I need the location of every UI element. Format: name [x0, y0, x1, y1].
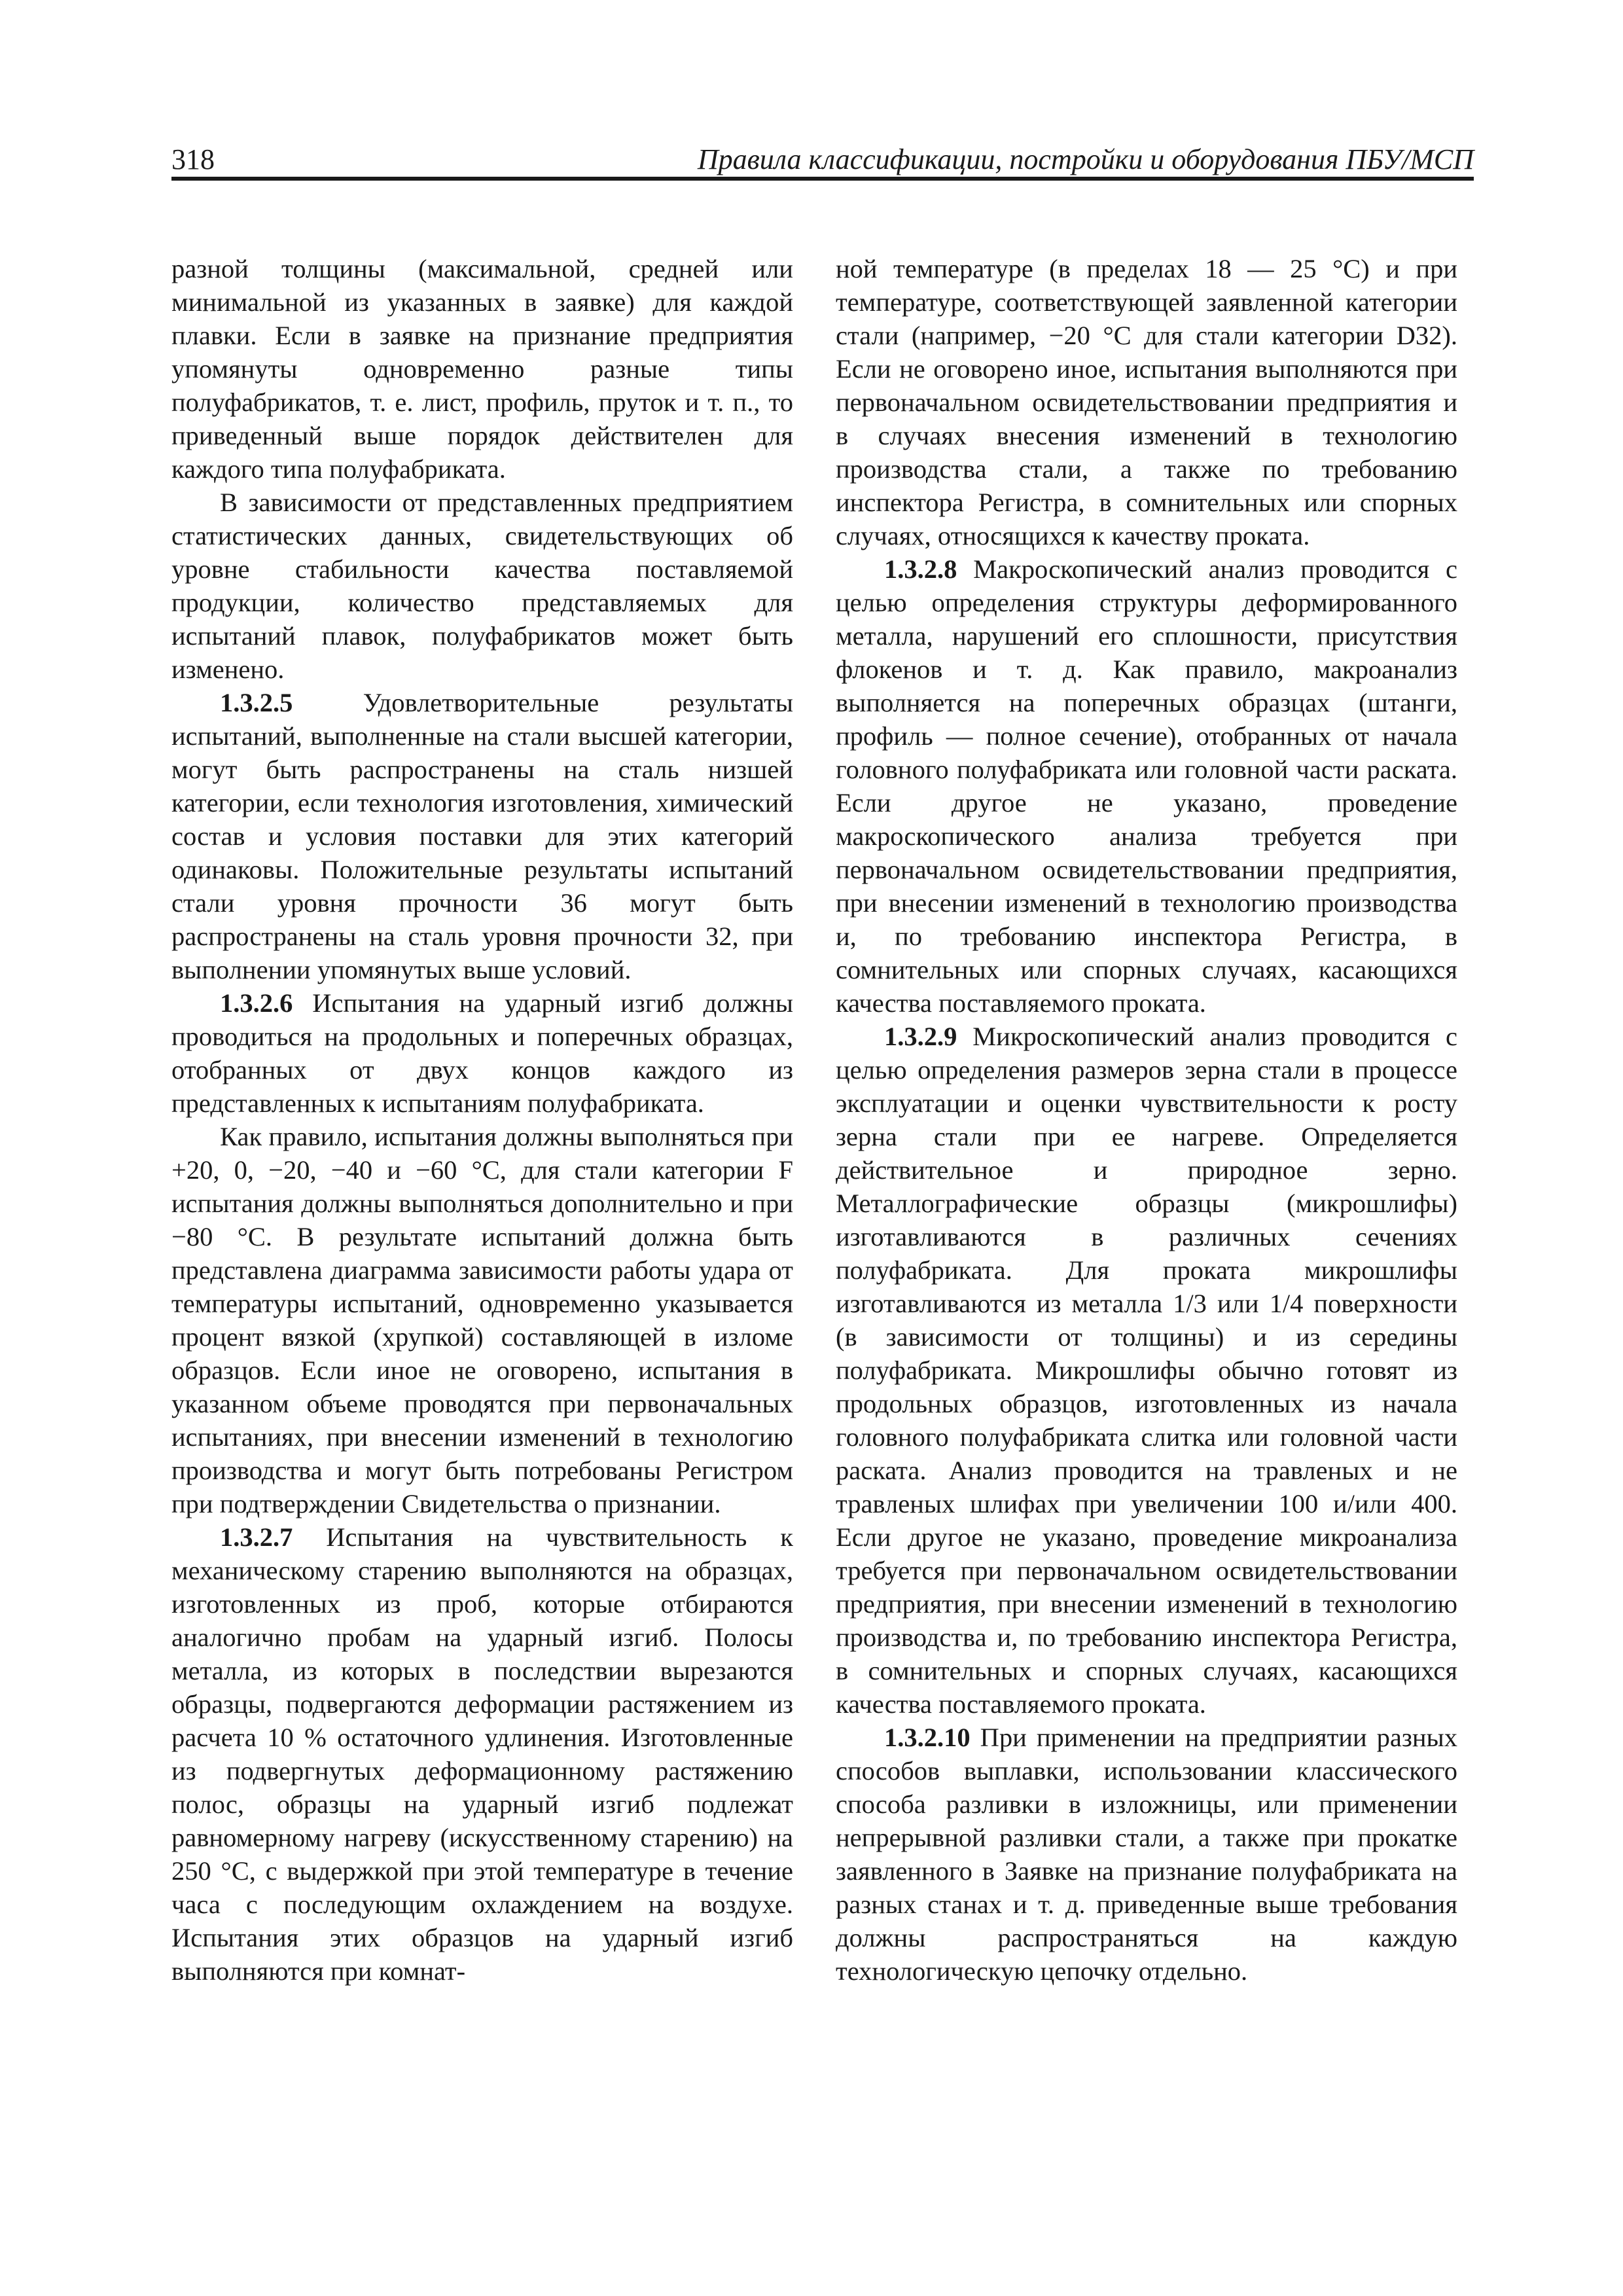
clause-text: При применении на предприятии разных способов выплавки, использовании классического способа разливки в изложницы, или применении непрерывной разливки стали, а также при прокатке заявленного в Заявке на признание полуфабриката на разных станах и т. д. приведенные выше требования должны распространяться на каждую технологическую цепочку отдельно. [836, 1723, 1457, 1986]
clause-text: Микроскопический анализ проводится с целью определения размеров зерна стали в процессе эксплуатации и оценки чувствительности к росту зерна стали при ее нагреве. Определяется действительное и природное зерно. Металлографические образцы (микрошлифы) изготавливаются в различных сечениях полуфабриката. Для проката микрошлифы изготавливаются из металла 1/3 или 1/4 поверхности (в зависимости от толщины) и из середины полуфабриката. Микрошлифы обычно готовят из продольных образцов, изготовленных из начала головного полуфабриката слитка или головной части раската. Анализ проводится на травленых и не травленых шлифах при увеличении 100 и/или 400. Если другое не указано, проведение микроанализа требуется при первоначальном освидетельствовании предприятия, при внесении изменений в технологию производства и, по требованию инспектора Регистра, в сомнительных и спорных случаях, касающихся качества поставляемого проката. [836, 1022, 1457, 1719]
clause-paragraph [836, 1020, 1457, 1721]
clause-paragraph [171, 1520, 793, 1988]
clause-paragraph [836, 552, 1457, 1020]
page-number: 318 [171, 143, 215, 175]
clause-number: 1.3.2.8 [884, 554, 957, 584]
left-column [171, 252, 793, 1988]
clause-text: Испытания на чувствительность к механическому старению выполняются на образцах, изготовленных из проб, которые отбираются аналогично пробам на ударный изгиб. Полосы металла, из которых в последствии вырезаются образцы, подвергаются деформации растяжением из расчета 10 % остаточного удлинения. Изготовленные из подвергнутых деформационному растяжению полос, образцы на ударный изгиб подлежат равномерному нагреву (искусственному старению) на 250 °С, с выдержкой при этой температуре в течение часа с последующим охлаждением на воздухе. Испытания этих образцов на ударный изгиб выполняются при комнат- [171, 1522, 793, 1986]
clause-number: 1.3.2.7 [220, 1522, 293, 1552]
header-rule [171, 177, 1474, 181]
paragraph: Как правило, испытания должны выполняться при +20, 0, −20, −40 и −60 °С, для стали категории F испытания должны выполняться дополнительно и при −80 °С. В результате испытаний должна быть представлена диаграмма зависимости работы удара от температуры испытаний, одновременно указывается процент вязкой (хрупкой) составляющей в изломе образцов. Если иное не оговорено, испытания в указанном объеме проводятся при первоначальных испытаниях, при внесении изменений в технологию производства и могут быть потребованы Регистром при подтверждении Свидетельства о признании. [171, 1122, 793, 1518]
clause-text: Испытания на ударный изгиб должны проводиться на продольных и поперечных образцах, отобранных от двух концов каждого из представленных к испытаниям полуфабриката. [171, 988, 793, 1118]
clause-number: 1.3.2.10 [884, 1723, 971, 1752]
clause-paragraph [171, 686, 793, 986]
running-title: Правила классификации, постройки и оборудования ПБУ/МСП [697, 143, 1474, 175]
clause-text: Удовлетворительные результаты испытаний, выполненные на стали высшей категории, могут быть распространены на сталь низшей категории, если технология изготовления, химический состав и условия поставки для этих категорий одинаковы. Положительные результаты испытаний стали уровня прочности 36 могут быть распространены на сталь уровня прочности 32, при выполнении упомянутых выше условий. [171, 688, 793, 984]
paragraph: В зависимости от представленных предприятием статистических данных, свидетельствующих об уровне стабильности качества поставляемой продукции, количество представляемых для испытаний плавок, полуфабрикатов может быть изменено. [171, 488, 793, 684]
right-column [836, 252, 1457, 1988]
page-header [171, 140, 1474, 179]
clause-paragraph [171, 986, 793, 1120]
clause-text: Макроскопический анализ проводится с целью определения структуры деформированного металла, нарушений его сплошности, присутствия флокенов и т. д. Как правило, макроанализ выполняется на поперечных образцах (штанги, профиль — полное сечение), отобранных от начала головного полуфабриката или головной части раската. Если другое не указано, проведение макроскопического анализа требуется при первоначальном освидетельствовании предприятия, при внесении изменений в технологию производства и, по требованию инспектора Регистра, в сомнительных или спорных случаях, касающихся качества поставляемого проката. [836, 554, 1457, 1018]
clause-number: 1.3.2.9 [884, 1022, 957, 1051]
clause-number: 1.3.2.5 [220, 688, 293, 717]
clause-paragraph [836, 1721, 1457, 1988]
paragraph: ной температуре (в пределах 18 — 25 °С) и при температуре, соответствующей заявленной категории стали (например, −20 °С для стали категории D32). Если не оговорено иное, испытания выполняются при первоначальном освидетельствовании предприятия и в случаях внесения изменений в технологию производства стали, а также по требованию инспектора Регистра, в сомнительных или спорных случаях, относящихся к качеству проката. [836, 254, 1457, 550]
paragraph: разной толщины (максимальной, средней или минимальной из указанных в заявке) для каждой плавки. Если в заявке на признание предприятия упомянуты одновременно разные типы полуфабрикатов, т. е. лист, профиль, пруток и т. п., то приведенный выше порядок действителен для каждого типа полуфабриката. [171, 254, 793, 484]
clause-number: 1.3.2.6 [220, 988, 293, 1018]
